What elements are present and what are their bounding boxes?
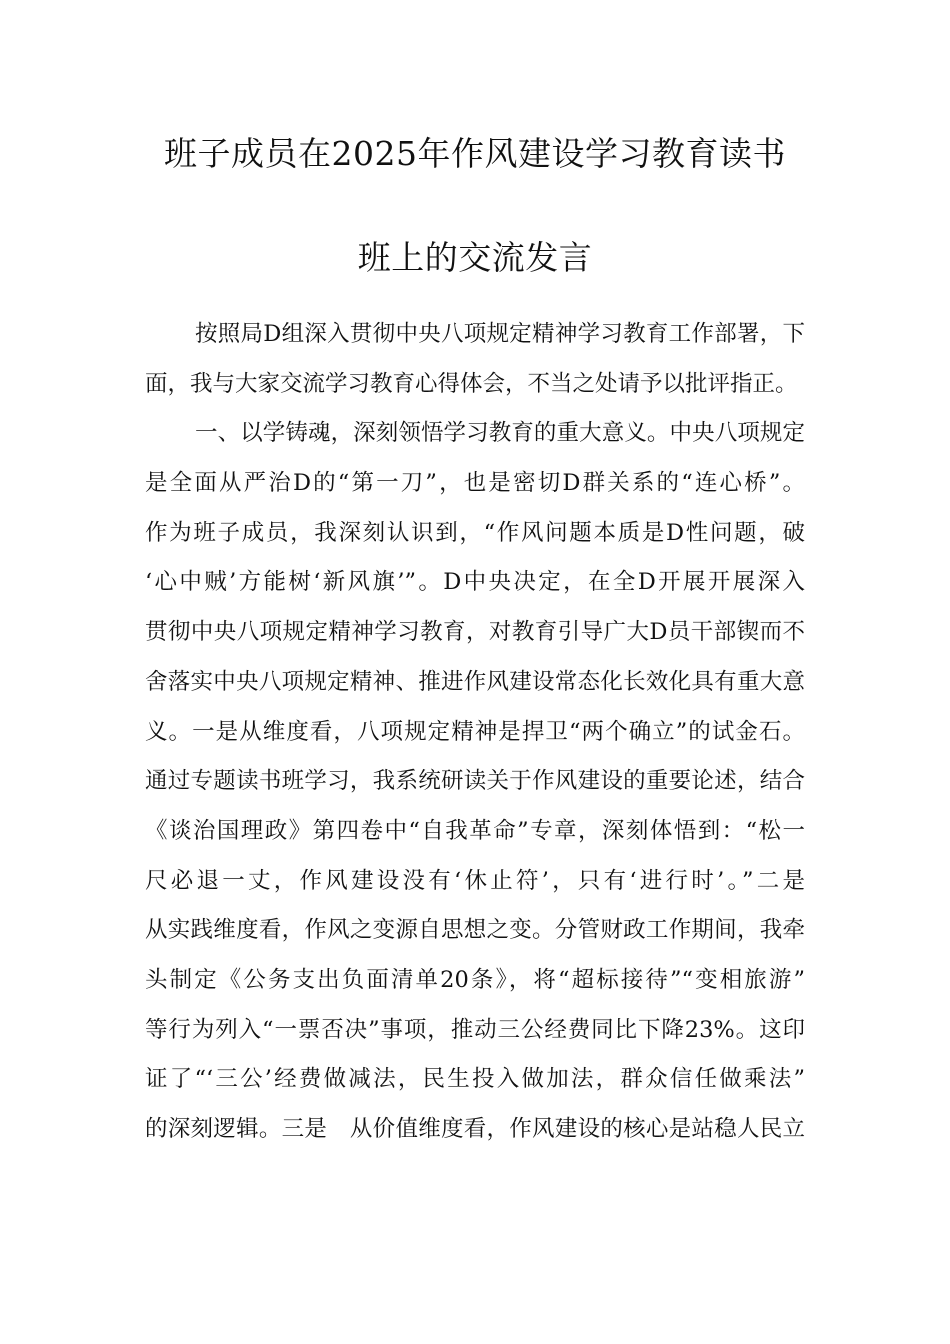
body-line: 从实践维度看，作风之变源自思想之变。分管财政工作期间，我牵 xyxy=(145,917,805,944)
body-line: 尺必退一丈，作风建设没有‘休止符’，只有‘进行时’。”二是 xyxy=(145,867,805,894)
body-line: 贯彻中央八项规定精神学习教育，对教育引导广大D员干部锲而不 xyxy=(145,619,805,646)
body-line: 作为班子成员，我深刻认识到，“作风问题本质是D性问题，破 xyxy=(145,519,805,546)
body-line: 一、以学铸魂，深刻领悟学习教育的重大意义。中央八项规定 xyxy=(195,420,805,447)
body-line: 的深刻逻辑。三是 从价值维度看，作风建设的核心是站稳人民立 xyxy=(145,1116,805,1142)
body-line: 义。一是从维度看，八项规定精神是捍卫“两个确立”的试金石。 xyxy=(145,718,805,745)
body-line: 按照局D组深入贯彻中央八项规定精神学习教育工作部署，下 xyxy=(195,321,805,347)
body-line: 通过专题读书班学习，我系统研读关于作风建设的重要论述，结合 xyxy=(145,768,805,795)
body-line: 等行为列入“一票否决”事项，推动三公经费同比下降23%。这印 xyxy=(145,1016,805,1043)
document-title-line-1: 班子成员在2025年作风建设学习教育读书 xyxy=(164,134,786,173)
body-line: 头制定《公务支出负面清单20条》，将“超标接待”“变相旅游” xyxy=(145,966,805,993)
document-title-line-2: 班上的交流发言 xyxy=(357,238,593,277)
body-line: 面，我与大家交流学习教育心得体会，不当之处请予以批评指正。 xyxy=(145,370,798,397)
body-line: 《谈治国理政》第四卷中“自我革命”专章，深刻体悟到：“松一 xyxy=(145,817,805,844)
body-line: ‘心中贼’方能树‘新风旗’”。D中央决定，在全D开展开展深入 xyxy=(145,569,805,596)
document-body xyxy=(145,310,805,1155)
body-line: 是全面从严治D的“第一刀”，也是密切D群关系的“连心桥”。 xyxy=(145,470,805,497)
body-line: 舍落实中央八项规定精神、推进作风建设常态化长效化具有重大意 xyxy=(145,668,805,695)
body-line: 证了“‘三公’经费做减法，民生投入做加法，群众信任做乘法” xyxy=(145,1066,805,1093)
